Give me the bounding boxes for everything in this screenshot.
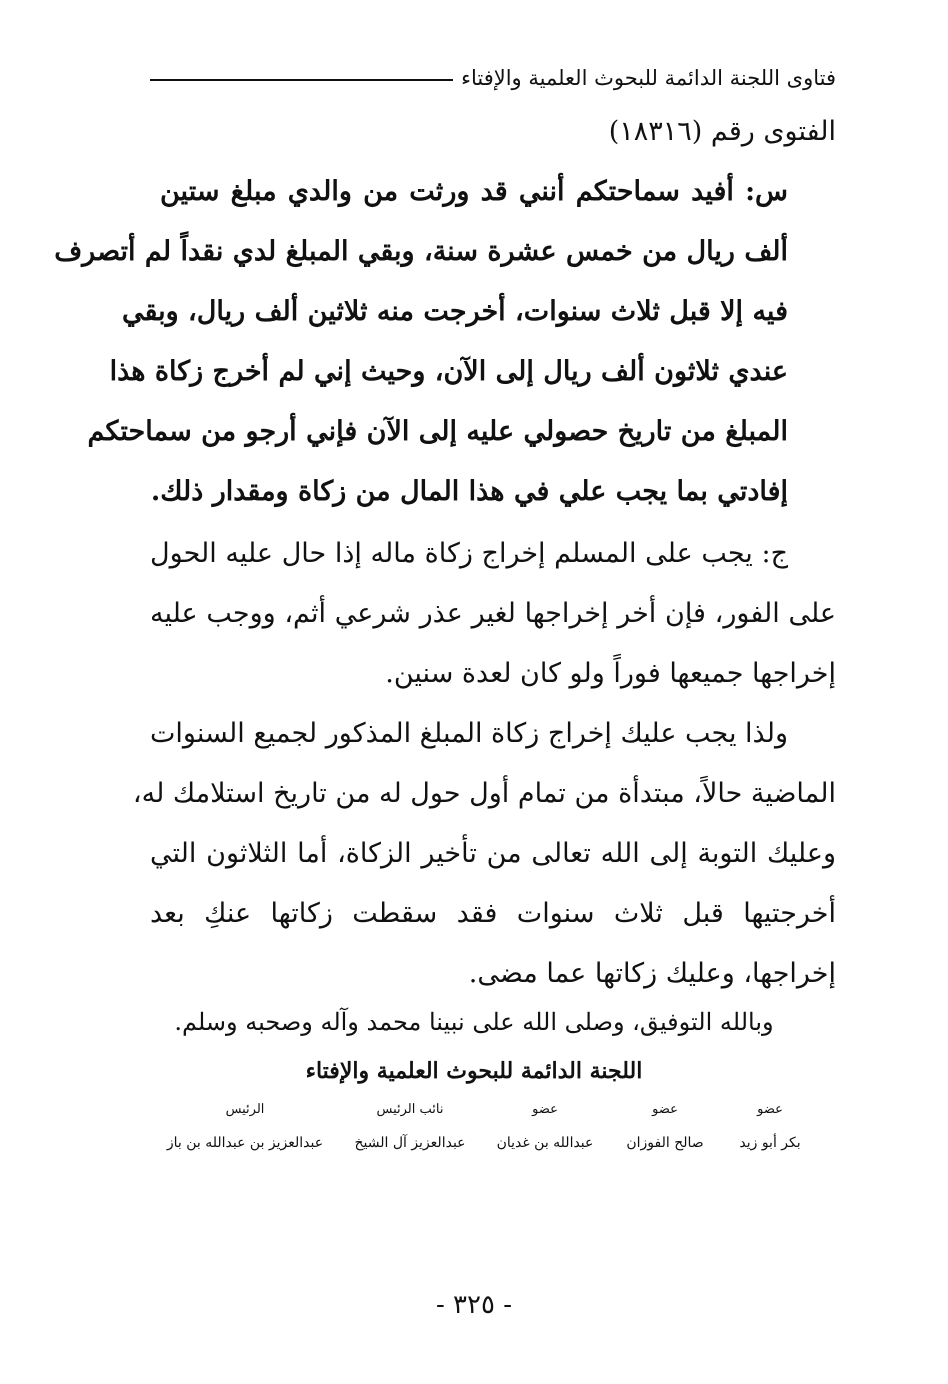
signatory-name: بكر أبو زيد bbox=[739, 1135, 801, 1151]
answer-line: ولذا يجب عليك إخراج زكاة المبلغ المذكور لجميع السنوات bbox=[149, 718, 788, 749]
signatory-role: عضو bbox=[652, 1102, 678, 1117]
signatory-name: عبدالعزيز آل الشيخ bbox=[354, 1135, 466, 1151]
answer-line: على الفور، فإن أخر إخراجها لغير عذر شرعي أثم، ووجب عليه bbox=[150, 598, 836, 629]
signatory bbox=[470, 1102, 620, 1151]
signatory-role: عضو bbox=[532, 1102, 558, 1117]
question-line: المبلغ من تاريخ حصولي عليه إلى الآن فإني أرجو من سماحتكم bbox=[87, 416, 788, 447]
signatory-role: نائب الرئيس bbox=[376, 1102, 444, 1117]
header-rule bbox=[150, 79, 453, 81]
closing-line: وبالله التوفيق، وصلى الله على نبينا محمد وآله وصحبه وسلم. bbox=[174, 1008, 774, 1036]
question-line: ألف ريال من خمس عشرة سنة، وبقي المبلغ لدي نقداً لم أتصرف bbox=[54, 236, 788, 267]
signatory bbox=[330, 1102, 490, 1151]
question-line: إفادتي بما يجب علي في هذا المال من زكاة ومقدار ذلك. bbox=[150, 476, 788, 507]
signatory bbox=[150, 1102, 340, 1151]
signatory-name: صالح الفوزان bbox=[626, 1135, 704, 1151]
answer-line: إخراجها جميعها فوراً ولو كان لعدة سنين. bbox=[385, 658, 836, 689]
page-number: - ٣٢٥ - bbox=[435, 1290, 513, 1320]
question-line: فيه إلا قبل ثلاث سنوات، أخرجت منه ثلاثين ألف ريال، وبقي bbox=[121, 296, 788, 327]
answer-line: أخرجتيها قبل ثلاث سنوات فقد سقطت زكاتها عنكِ بعد bbox=[150, 898, 836, 929]
signatory-role: عضو bbox=[757, 1102, 783, 1117]
signatory-name: عبدالله بن غديان bbox=[496, 1135, 594, 1151]
fatwa-number: الفتوى رقم (١٨٣١٦) bbox=[608, 116, 836, 147]
answer-line: ج: يجب على المسلم إخراج زكاة ماله إذا حال عليه الحول bbox=[150, 538, 788, 569]
question-line: عندي ثلاثون ألف ريال إلى الآن، وحيث إني لم أخرج زكاة هذا bbox=[109, 356, 788, 387]
running-header bbox=[150, 60, 836, 96]
header-title: فتاوى اللجنة الدائمة للبحوث العلمية والإفتاء bbox=[461, 66, 836, 90]
answer-line: وعليك التوبة إلى الله تعالى من تأخير الزكاة، أما الثلاثون التي bbox=[150, 838, 836, 869]
question-line: س: أفيد سماحتكم أنني قد ورثت من والدي مبلغ ستين bbox=[160, 176, 788, 207]
signatory-name: عبدالعزيز بن عبدالله بن باز bbox=[166, 1135, 324, 1151]
answer-line: إخراجها، وعليك زكاتها عما مضى. bbox=[468, 958, 836, 989]
committee-name: اللجنة الدائمة للبحوث العلمية والإفتاء bbox=[305, 1058, 643, 1084]
signatory-role: الرئيس bbox=[225, 1102, 265, 1117]
answer-line: الماضية حالاً، مبتدأة من تمام أول حول له من تاريخ استلامك له، bbox=[132, 778, 836, 809]
